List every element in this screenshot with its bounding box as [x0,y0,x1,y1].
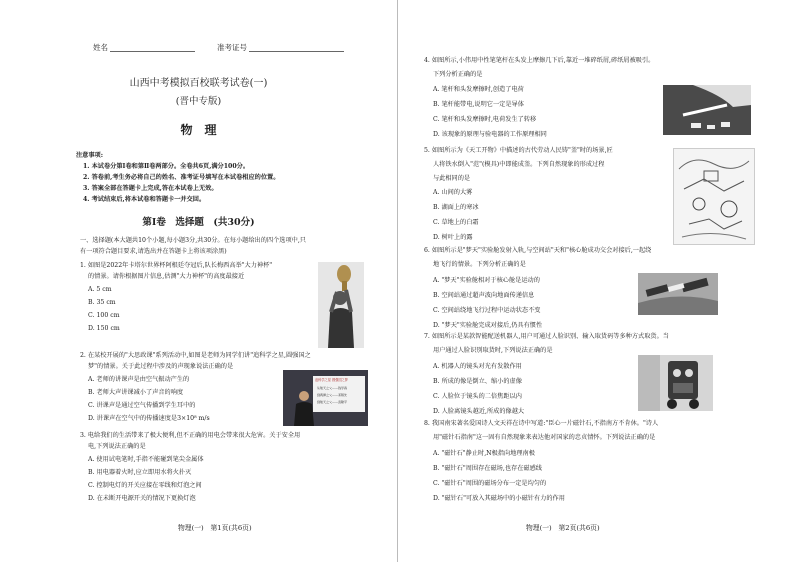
q3-option-a: A. 使用试电笔时,手指不能碰到笔尖金属体 [88,456,204,463]
page-right [397,0,794,562]
ancient-casting-illustration [673,148,755,245]
note-3: 3. 答案全部在答题卡上完成,答在本试卷上无效。 [83,185,218,192]
q7-line-1: 7. 如图所示是某款智能配送机器人,用户可通过人脸识别、输入取货码等多种方式取货。当 [424,333,669,340]
classroom-lecture-photo [283,370,368,426]
q6-line-2: 地飞行的情景。下列分析正确的是 [433,261,526,268]
name-underline [110,44,195,52]
q1-option-b: B. 35 cm [88,299,116,306]
q5-option-a: A. 山间的大雾 [433,189,473,196]
q4-option-c: C. 笔杆和头发摩擦时,电荷发生了转移 [433,116,537,123]
q6-option-b: B. 空间站通过超声波向地面传递信息 [433,292,535,299]
id-label: 准考证号 [217,43,247,52]
q6-option-a: A. "梦天"实验舱相对于核心舱是运动的 [433,277,540,284]
q3-line-1: 3. 电给我们的生活带来了极大便利,但不正确的用电会带来很大危害。关于安全用 [80,432,301,439]
note-2: 2. 答卷前,考生务必将自己的姓名、准考证号填写在本试卷相应的位置。 [83,174,280,181]
intro-line-2: 有一项符合题目要求,请选出并在答题卡上将该项涂黑) [80,248,227,255]
q1-option-d: D. 150 cm [88,325,120,332]
notes-title: 注意事项: [76,152,104,159]
teacher-figure [289,370,319,426]
q6-option-c: C. 空间站绕地飞行过程中运动状态不变 [433,307,541,314]
q4-line-1: 4. 如图所示,小伟用中性笔笔杆在头发上摩擦几下后,靠近一堆碎纸屑,碎纸屑被吸引。 [424,57,655,64]
q7-line-2: 用户通过人脸识别取货时,下列说法正确的是 [433,347,553,354]
q2-option-a: A. 老师的讲课声是由空气振动产生的 [88,376,190,383]
q8-option-a: A. "磁针石"静止时,N极指向地理南极 [433,450,535,457]
q4-option-b: B. 笔杆能带电,说明它一定是导体 [433,101,524,108]
q5-line-2: 人将铁水倒入"范"(模具)中即能成釜。下列自然现象的形成过程 [433,161,605,168]
name-label: 姓名 [93,43,108,52]
q8-option-b: B. "磁针石"周围存在磁场,也存在磁感线 [433,465,542,472]
q8-option-d: D. "磁针石"可放入其磁场中的小磁针有力的作用 [433,495,565,502]
q1-line-2: 的情景。请你根据图片信息,估测"大力神杯"的高度最接近 [88,273,245,280]
q2-option-d: D. 讲课声在空气中的传播速度是3×10⁸ m/s [88,415,210,422]
q1-option-c: C. 100 cm [88,312,120,319]
q4-option-d: D. 该现象的原理与验电器的工作原理相同 [433,131,547,138]
q7-option-a: A. 机器人的镜头对光有发散作用 [433,363,522,370]
pen-paper-photo [663,85,751,135]
q7-option-d: D. 人脸离镜头越近,所成的像越大 [433,408,525,415]
space-station-photo [638,273,718,315]
q2-line-1: 2. 在某校开展的"大思政课"系列活动中,如图是老师为同学们讲"追科学之星,圆强国之 [80,352,311,359]
q5-line-3: 与此相同的是 [433,175,471,182]
page-footer-right: 物理(一) 第2页(共6页) [526,524,600,532]
q3-option-c: C. 控制电灯的开关应接在零线和灯泡之间 [88,482,202,489]
q3-option-d: D. 在未断开电源开关的情况下更换灯泡 [88,495,196,502]
q7-option-b: B. 所成的像是倒立、缩小的虚像 [433,378,522,385]
q4-option-a: A. 笔杆和头发摩擦时,创造了电荷 [433,86,524,93]
note-4: 4. 考试结束后,将本试卷和答题卡一并交回。 [83,196,206,203]
id-underline [249,44,344,52]
intro-line-1: 一、选择题(本大题共10个小题,每小题3分,共30分。在每小题给出的四个选项中,只 [80,237,306,244]
note-1: 1. 本试卷分第Ⅰ卷和第Ⅱ卷两部分。全卷共6页,满分100分。 [83,163,250,170]
slide-line-4: 到航天之父——袁隆平 [317,400,348,404]
q6-option-d: D. "梦天"实验舱完成对接后,仍具有惯性 [433,322,543,329]
q5-option-b: B. 湖面上的寒冰 [433,204,479,211]
q3-option-b: B. 用电器着火时,应立即用水将火扑灭 [88,469,192,476]
q2-line-2: 梦"的情景。关于此过程中涉及的声现象说法正确的是 [88,363,234,370]
delivery-robot-photo [638,355,713,411]
q5-line-1: 5. 如图所示为《天工开物》中描述的古代劳动人民铸"釜"时的场景,匠 [424,147,613,154]
messi-trophy-photo [318,262,364,348]
q5-option-d: D. 树叶上的露 [433,234,473,241]
q1-option-a: A. 5 cm [88,286,112,293]
slide-line-3: 到两弹之父——邓稼先 [317,393,348,397]
q3-line-2: 电,下列说法正确的是 [88,443,146,450]
q2-option-c: C. 讲课声是通过空气传播到学生耳中的 [88,402,196,409]
page-footer-left: 物理(一) 第1页(共6页) [178,524,252,532]
q8-line-1: 8. 我国南宋著名爱国诗人文天祥在诗中写道:"臣心一片磁针石,不指南方不肯休。"诗人 [424,420,659,427]
exam-title: 山西中考模拟百校联考试卷(一) [129,78,268,89]
slide-line-1: 追科学之星 圆强国之梦 [315,378,348,382]
section-title: 第Ⅰ卷 选择题 (共30分) [142,217,255,228]
q1-line-1: 1. 如图是2022年卡塔尔世界杯阿根廷夺冠后,队长梅西高举"大力神杯" [80,262,273,269]
q8-option-c: C. "磁针石"周围的磁场分布一定是均匀的 [433,480,547,487]
slide-line-2: 从航天之父——钱学森 [317,386,348,390]
q5-option-c: C. 草地上的白霜 [433,219,479,226]
name-field[interactable] [93,44,195,52]
q8-line-2: 用"磁针石指南"这一固有自然现象来表达他对国家的忠贞情怀。下列说法正确的是 [433,434,656,441]
lecture-slide [313,376,365,412]
subject-title: 物 理 [180,123,217,137]
id-field[interactable] [217,44,344,52]
q4-line-2: 下列分析正确的是 [433,71,483,78]
q6-line-1: 6. 如图所示是"梦天"实验舱发射入轨,与空间站"天和"核心舱成功交会对接后,一起绕 [424,247,652,254]
q2-option-b: B. 老师大声讲课减小了声音的响度 [88,389,184,396]
exam-subtitle: (晋中专版) [175,96,222,107]
q7-option-c: C. 人脸位于镜头的二倍焦距以内 [433,393,522,400]
